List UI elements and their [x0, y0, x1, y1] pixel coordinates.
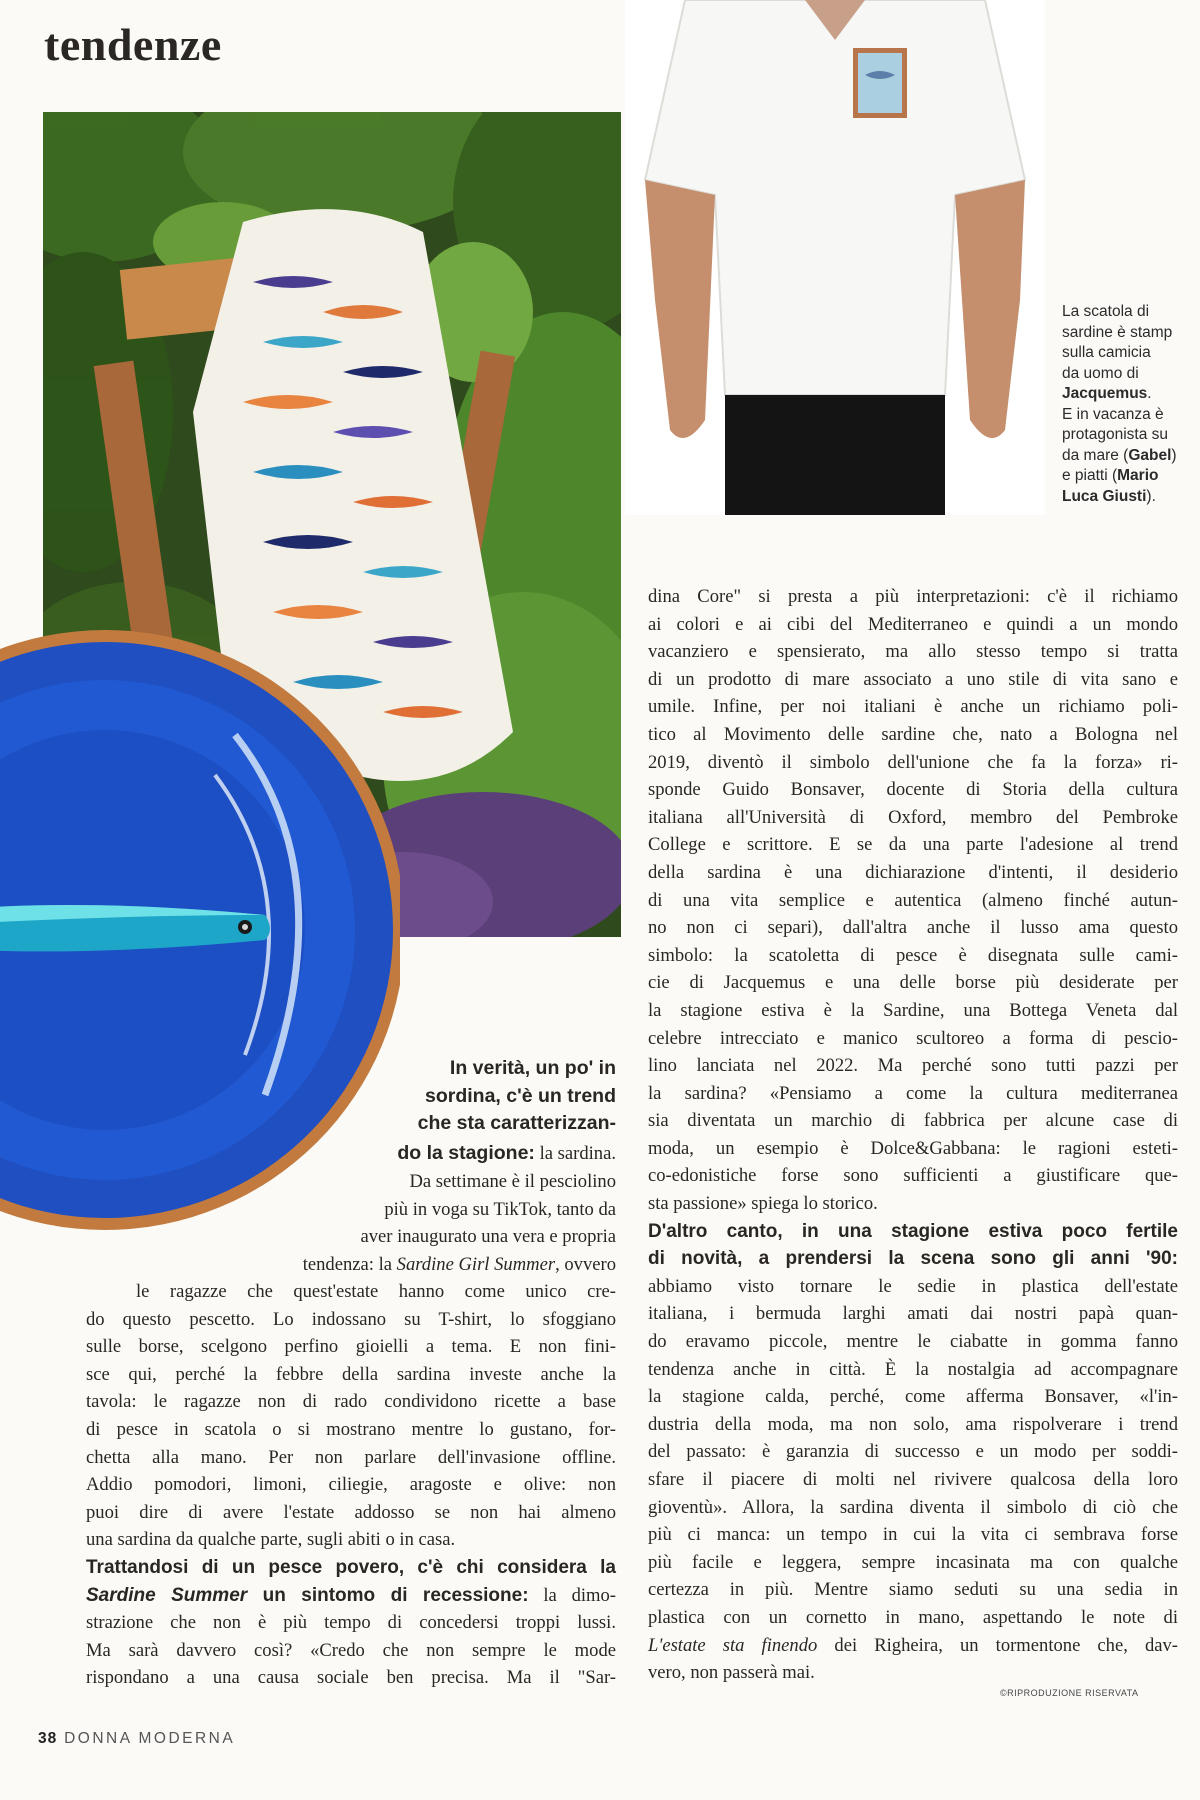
- lead-rest: la sardina.: [534, 1143, 616, 1164]
- body-line: più ci manca: un tempo in cui la vita ci sembrava forse: [648, 1524, 1178, 1546]
- lead-line: di novità, a prendersi la scena sono gli anni '90:: [648, 1248, 1178, 1270]
- body-line: del passato: è garanzia di successo e un modo per soddi-: [648, 1441, 1178, 1463]
- body-line: 2019, diventò il simbolo dell'unione che fa la forza» ri-: [648, 751, 1178, 773]
- body-line: sponde Guido Bonsaver, docente di Storia della cultura: [648, 779, 1178, 801]
- body-line: più in voga su TikTok, tanto da: [384, 1198, 616, 1220]
- lead-line: D'altro canto, in una stagione estiva poco fertile: [648, 1220, 1178, 1242]
- body-line: rispondano a una causa sociale ben precisa. Ma il "Sar-: [86, 1667, 616, 1689]
- left-lead-block: [340, 1057, 616, 1140]
- body-line: certezza in più. Mentre siamo seduti su una sedia in: [648, 1579, 1178, 1601]
- copyright-note: ©RIPRODUZIONE RISERVATA: [1000, 1688, 1139, 1698]
- body-line: italiana all'Università di Oxford, membro del Pembroke: [648, 806, 1178, 828]
- lead2-bold: un sintomo di recessione:: [247, 1584, 529, 1606]
- page-footer: [38, 1730, 235, 1748]
- body-line: puoi dire di avere l'estate addosso se non hai almeno: [86, 1501, 616, 1523]
- caption-line: [1062, 446, 1200, 467]
- lead-bold: do la stagione:: [397, 1142, 535, 1164]
- body-line: Addio pomodori, limoni, ciliegie, aragoste e olive: non: [86, 1474, 616, 1496]
- text: , ovvero: [555, 1253, 616, 1275]
- body-line: della sardina è una dichiarazione d'intenti, il desiderio: [648, 861, 1178, 883]
- photo-caption: [1062, 302, 1200, 507]
- lead-last-line: [300, 1140, 616, 1168]
- body-line: plastica con un cornetto in mano, aspettando le note di: [648, 1606, 1178, 1628]
- body-line: sulle borse, scelgono perfino gioielli a tema. E non fini-: [86, 1336, 616, 1358]
- body-line: tavola: le ragazze non di rado condividono ricette a base: [86, 1391, 616, 1413]
- body-line: cie di Jacquemus e una delle borse più desiderate per: [648, 972, 1178, 994]
- body-line: vero, non passerà mai.: [648, 1662, 815, 1684]
- body-line: umile. Infine, per noi italiani è anche un richiamo poli-: [648, 696, 1178, 718]
- body-line: strazione che non è più tempo di concedersi troppi lussi.: [86, 1612, 616, 1634]
- body-line: sta passione» spiega lo storico.: [648, 1193, 878, 1215]
- body-line: sfare il piacere di molti nel rivivere qualcosa della loro: [648, 1469, 1178, 1490]
- caption-line: [1062, 466, 1200, 487]
- lead2-line: [86, 1582, 616, 1610]
- body-line: una sardina da qualche parte, sugli abiti o in casa.: [86, 1529, 456, 1551]
- body-line: Ma sarà davvero così? «Credo che non sempre le mode: [86, 1639, 616, 1661]
- lead-line: sordina, c'è un trend: [424, 1084, 616, 1107]
- body-line: do eravamo piccole, mentre le ciabatte in gomma fanno: [648, 1331, 1178, 1353]
- caption-line: da uomo di: [1062, 364, 1139, 382]
- body-line: le ragazze che quest'estate hanno come unico cre-: [136, 1281, 616, 1302]
- body-line: [260, 1251, 616, 1279]
- left-pre-block: [260, 1168, 616, 1278]
- caption-line: [1062, 384, 1200, 405]
- lead2-line: Trattandosi di un pesce povero, c'è chi considera la: [86, 1556, 616, 1578]
- body-line: tico al Movimento delle sardine che, nato a Bologna nel: [648, 723, 1178, 745]
- body-line: abbiamo visto tornare le sedie in plastica dell'estate: [648, 1275, 1178, 1297]
- body-line: do questo pescetto. Lo indossano su T-shirt, lo sfoggiano: [86, 1308, 616, 1330]
- body-line: chetta alla mano. Per non parlare dell'invasione offline.: [86, 1446, 616, 1468]
- body-line: italiana, i bermuda larghi amati dai nostri papà quan-: [648, 1303, 1178, 1325]
- caption-text: da mare (: [1062, 446, 1129, 464]
- right-column-body: [648, 583, 1178, 1687]
- body-line: co-edonistiche forse sono sufficienti a giustificare que-: [648, 1165, 1178, 1187]
- caption-line: E in vacanza è: [1062, 405, 1164, 423]
- lead2-rest: la dimo-: [528, 1584, 617, 1606]
- caption-brand: Mario: [1117, 467, 1159, 484]
- song-title: L'estate sta finendo: [648, 1634, 818, 1656]
- caption-line: protagonista su: [1062, 426, 1168, 443]
- body-line: College e scrittore. E se da una parte l'adesione al trend: [648, 834, 1178, 856]
- caption-brand: Luca Giusti: [1062, 487, 1147, 505]
- body-line: no non ci separi), dall'altra anche il lusso ama questo: [648, 917, 1178, 939]
- caption-text: e piatti (: [1062, 467, 1118, 484]
- body-line: lino lanciata nel 2022. Ma perché sono tutti pazzi per: [648, 1055, 1178, 1077]
- caption-punct: ).: [1146, 487, 1156, 505]
- body-line: gioventù». Allora, la sardina diventa il simbolo di ciò che: [648, 1496, 1178, 1518]
- body-line: simbolo: la scatoletta di pesce è disegnata sulle cami-: [648, 944, 1178, 966]
- body-line: di una vita semplice e autentica (almeno finché autun-: [648, 889, 1178, 911]
- body-line: dina Core" si presta a più interpretazioni: c'è il richiamo: [648, 586, 1178, 607]
- body-line: ai colori e ai cibi del Mediterraneo e quindi a un mondo: [648, 613, 1178, 635]
- lead-line: In verità, un po' in: [449, 1057, 616, 1079]
- caption-brand: Gabel: [1128, 446, 1172, 464]
- body-line: più facile e leggera, sempre incasinata ma con qualche: [648, 1551, 1178, 1573]
- text: tendenza: la: [302, 1253, 397, 1275]
- italic-term: Sardine Girl Summer: [396, 1253, 556, 1275]
- caption-punct: .: [1147, 385, 1152, 402]
- caption-punct: ): [1171, 446, 1177, 464]
- lead-line: che sta caratterizzan-: [417, 1112, 616, 1135]
- body-line: moda, un esempio è Dolce&Gabbana: le ragioni esteti-: [648, 1137, 1178, 1159]
- magazine-name: DONNA MODERNA: [64, 1730, 236, 1747]
- left-column-body: [86, 1278, 616, 1692]
- body-line: celebre intrecciato e manico scultoreo a forma di pescio-: [648, 1027, 1178, 1049]
- body-line: Da settimane è il pesciolino: [409, 1171, 616, 1192]
- caption-brand: Jacquemus: [1062, 385, 1148, 402]
- left-lead-last: [300, 1140, 616, 1168]
- section-title: tendenze: [44, 19, 222, 70]
- lead2-italic: Sardine Summer: [86, 1584, 248, 1606]
- body-line: di un prodotto di mare associato a uno stile di vita sano e: [648, 668, 1178, 690]
- caption-line: [1062, 487, 1200, 508]
- body-line: sce qui, perché la febbre della sardina investe anche la: [86, 1363, 616, 1385]
- body-line: dustria della moda, ma non solo, ama rispolverare i trend: [648, 1413, 1178, 1435]
- body-line: tendenza anche in città. È la nostalgia ad accompagnare: [648, 1358, 1178, 1380]
- page-number: 38: [38, 1730, 58, 1747]
- text: dei Righeira, un tormentone che, dav-: [817, 1634, 1178, 1656]
- body-line: la stagione calda, perché, come afferma Bonsaver, «l'in-: [648, 1386, 1178, 1408]
- body-line: vacanziero e spensierato, ma allo stesso tempo si tratta: [648, 641, 1178, 663]
- photo-jacquemus-shirt: [625, 0, 1045, 515]
- caption-line: sulla camicia: [1062, 344, 1151, 361]
- caption-line: sardine è stamp: [1062, 323, 1173, 341]
- body-line: la stagione estiva è la Sardine, una Bottega Veneta dal: [648, 999, 1178, 1021]
- caption-line: La scatola di: [1062, 303, 1150, 320]
- body-line: la sardina? «Pensiamo a come la cultura mediterranea: [648, 1082, 1178, 1104]
- body-line: di pesce in scatola o si mostrano mentre lo gustano, for-: [86, 1418, 616, 1440]
- body-line: sia diventata un marchio di fabbrica per alcune case di: [648, 1110, 1178, 1132]
- body-line: aver inaugurato una vera e propria: [360, 1226, 616, 1248]
- body-line: [648, 1632, 1178, 1660]
